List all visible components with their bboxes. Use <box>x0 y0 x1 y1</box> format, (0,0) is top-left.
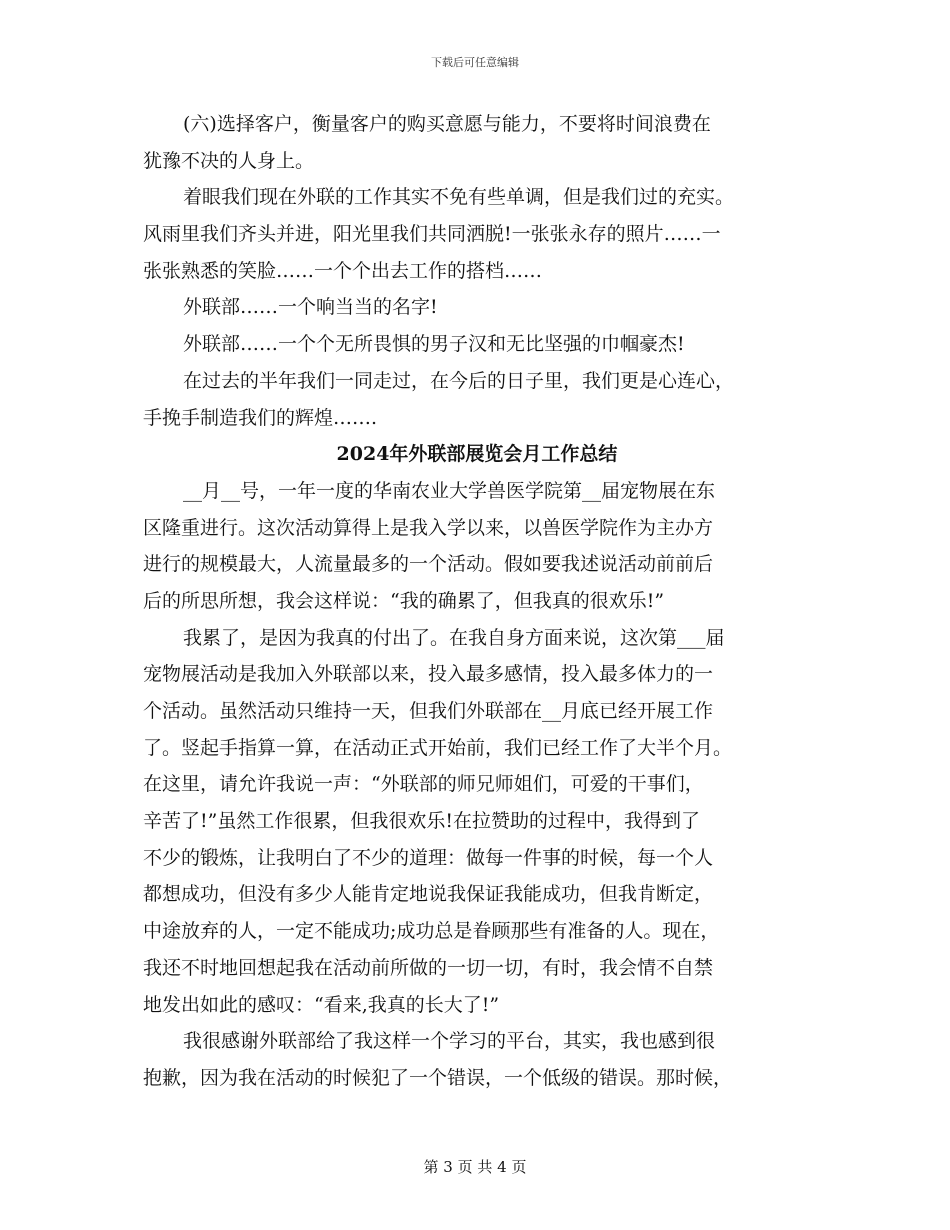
text-line: 都想成功，但没有多少人能肯定地说我保证我能成功，但我肯断定， <box>143 883 714 906</box>
text-line: (六)选择客户，衡量客户的购买意愿与能力，不要将时间浪费在 <box>183 113 711 135</box>
text-line: 在过去的半年我们一同走过，在今后的日子里，我们更是心连心， <box>183 369 735 392</box>
text-line: 我还不时地回想起我在活动前所做的一切一切，有时，我会情不自禁 <box>143 956 714 979</box>
text-line: 宠物展活动是我加入外联部以来，投入最多感情，投入最多体力的一 <box>143 663 714 686</box>
page-header: 下载后可任意编辑 <box>431 56 519 69</box>
text-line: 地发出如此的感叹：“看来,我真的长大了!” <box>143 993 500 1016</box>
text-line: 抱歉，因为我在活动的时候犯了一个错误，一个低级的错误。那时候， <box>143 1066 733 1089</box>
text-line: 进行的规模最大，人流量最多的一个活动。假如要我述说活动前前后 <box>143 553 714 576</box>
text-line: __月__号，一年一度的华南农业大学兽医学院第__届宠物展在东 <box>183 479 716 502</box>
text-line: 我很感谢外联部给了我这样一个学习的平台，其实，我也感到很 <box>183 1030 716 1053</box>
text-line: 我累了，是因为我真的付出了。在我自身方面来说，这次第___届 <box>183 626 725 649</box>
text-line: 个活动。虽然活动只维持一天，但我们外联部在__月底已经开展工作 <box>143 700 714 722</box>
text-line: 张张熟悉的笑脸……一个个出去工作的搭档…… <box>143 259 543 282</box>
text-line: 外联部……一个响当当的名字! <box>183 296 438 319</box>
text-line: 手挽手制造我们的辉煌……. <box>143 406 378 429</box>
section-title: 2024年外联部展览会月工作总结 <box>336 443 618 466</box>
text-line: 不少的锻炼，让我明白了不少的道理：做每一件事的时候，每一个人 <box>143 846 714 869</box>
text-line: 区隆重进行。这次活动算得上是我入学以来，以兽医学院作为主办方 <box>143 516 714 539</box>
document-body <box>143 106 811 1097</box>
text-line: 在这里，请允许我说一声：“外联部的师兄师姐们，可爱的干事们， <box>143 773 704 796</box>
text-line: 中途放弃的人，一定不能成功;成功总是眷顾那些有准备的人。现在， <box>143 920 720 943</box>
text-line: 犹豫不决的人身上。 <box>143 149 315 172</box>
text-line: 风雨里我们齐头并进，阳光里我们共同洒脱!一张张永存的照片……一 <box>143 223 721 246</box>
text-line: 外联部……一个个无所畏惧的男子汉和无比坚强的巾帼豪杰! <box>183 333 685 356</box>
page-number: 第 3 页 共 4 页 <box>423 1158 527 1176</box>
text-line: 着眼我们现在外联的工作其实不免有些单调，但是我们过的充实。 <box>183 186 735 209</box>
text-line: 后的所思所想，我会这样说：“我的确累了，但我真的很欢乐!” <box>143 589 665 612</box>
text-line: 辛苦了!”虽然工作很累，但我很欢乐!在拉赞助的过程中，我得到了 <box>143 810 700 833</box>
text-line: 了。竖起手指算一算，在活动正式开始前，我们已经工作了大半个月。 <box>143 736 733 759</box>
